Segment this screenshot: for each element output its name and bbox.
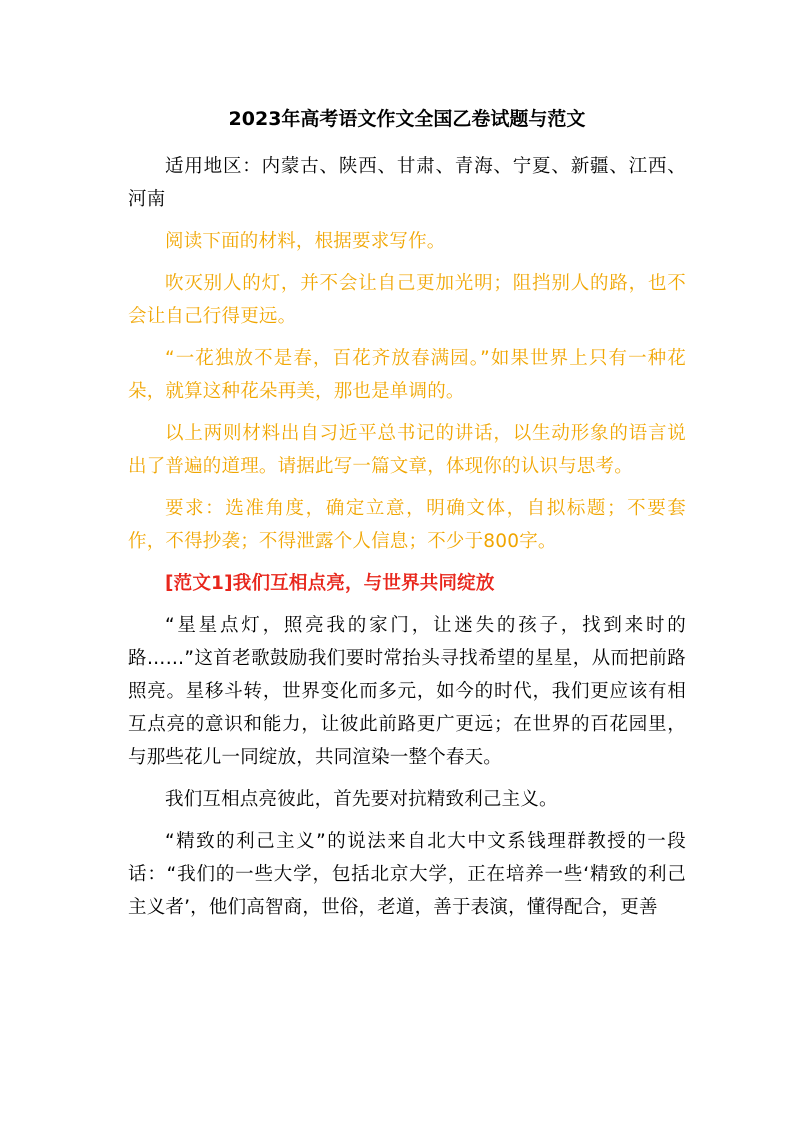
instruction-paragraph: 以上两则材料出自习近平总书记的讲话，以生动形象的语言说出了普遍的道理。请据此写一篇文章，体现你的认识与思考。 — [128, 423, 686, 477]
requirements-paragraph: 要求：选准角度，确定立意，明确文体，自拟标题；不要套作，不得抄袭；不得泄露个人信息；不少于800字。 — [128, 498, 686, 552]
region-line: 适用地区：内蒙古、陕西、甘肃、青海、宁夏、新疆、江西、河南 — [128, 156, 686, 210]
essay-heading: [范文1]我们互相点亮，与世界共同绽放 — [165, 573, 495, 594]
document-title: 2023年高考语文作文全国乙卷试题与范文 — [228, 108, 586, 130]
material-1: 吹灭别人的灯，并不会让自己更加光明；阻挡别人的路，也不会让自己行得更远。 — [128, 273, 686, 327]
essay-paragraph-2: 我们互相点亮彼此，首先要对抗精致利己主义。 — [165, 789, 558, 810]
material-2: “一花独放不是春，百花齐放春满园。”如果世界上只有一种花朵，就算这种花朵再美，那也是单调的。 — [128, 348, 686, 402]
essay-paragraph-3: “精致的利己主义”的说法来自北大中文系钱理群教授的一段话：“我们的一些大学，包括北京大学，正在培养一些‘精致的利己主义者’，他们高智商，世俗，老道，善于表演，懂得配合，更善 — [128, 831, 686, 918]
document-page — [128, 96, 686, 924]
essay-paragraph-1: “星星点灯，照亮我的家门，让迷失的孩子，找到来时的路……”这首老歌鼓励我们要时常抬头寻找希望的星星，从而把前路照亮。星移斗转，世界变化而多元，如今的时代，我们更应该有相互点亮的意识和能力，让彼此前路更广更远；在世界的百花园里，与那些花儿一同绽放，共同渲染一整个春天。 — [128, 615, 686, 768]
prompt-intro: 阅读下面的材料，根据要求写作。 — [165, 231, 446, 252]
